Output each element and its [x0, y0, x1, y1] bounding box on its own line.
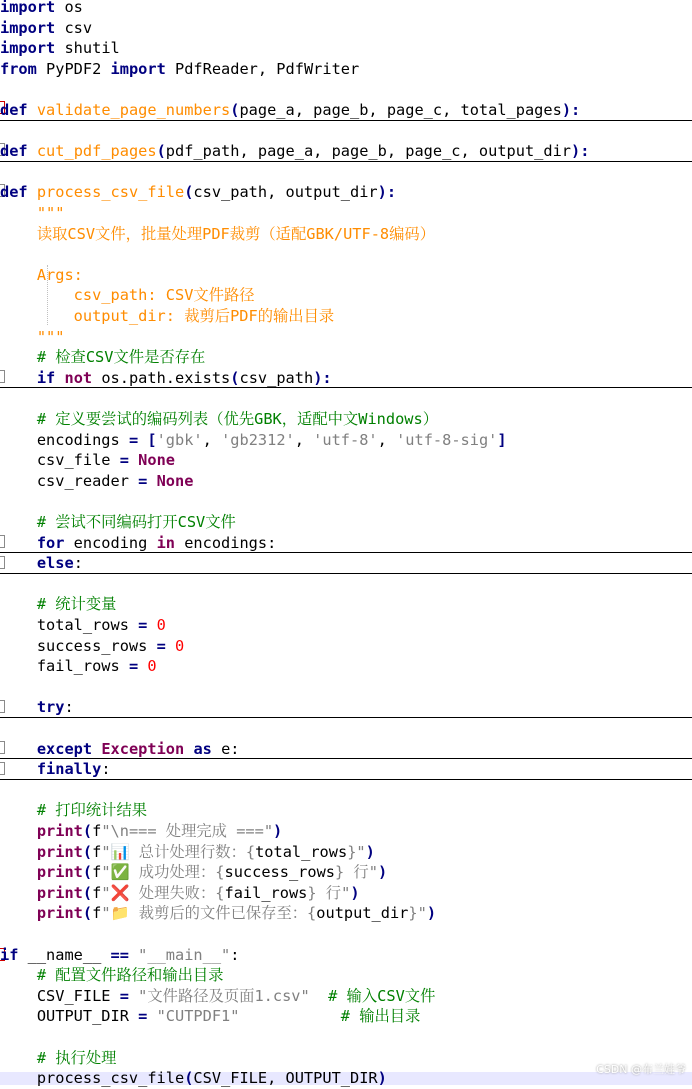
code-token: ): — [313, 368, 332, 387]
code-line[interactable] — [0, 759, 692, 780]
code-line[interactable] — [0, 327, 692, 348]
code-token: f — [92, 863, 102, 882]
code-token: page_a, page_b, page_c, total_pages — [239, 101, 562, 119]
code-token: ( — [82, 883, 93, 902]
code-token: os.path.exists — [92, 368, 231, 387]
code-line[interactable] — [0, 903, 692, 924]
code-token: # 输出目录 — [239, 1007, 421, 1026]
code-token: fail_rows — [0, 657, 129, 676]
code-token: ) — [377, 1069, 387, 1088]
code-line[interactable] — [0, 780, 692, 801]
code-token: csv_path: CSV文件路径 — [0, 286, 255, 305]
code-token — [147, 616, 156, 634]
code-token: : — [64, 698, 74, 717]
code-token: "__main__" — [138, 945, 231, 964]
code-token: 'gbk' — [156, 430, 203, 449]
code-token: def — [0, 142, 28, 161]
code-token: as — [193, 739, 212, 758]
code-token: = — [156, 636, 166, 655]
code-token: }" — [347, 842, 366, 861]
code-token — [129, 451, 138, 469]
code-token: "CUTPDF1" — [156, 1007, 240, 1026]
code-token: def — [0, 101, 28, 119]
code-token: ) — [365, 842, 375, 861]
code-line[interactable] — [0, 615, 692, 636]
code-token: , — [377, 430, 397, 449]
code-line[interactable] — [0, 924, 692, 945]
code-token: csv_file — [0, 451, 120, 470]
code-token: csv_path — [239, 368, 314, 387]
code-line[interactable] — [0, 471, 692, 492]
code-token: process_csv_file — [0, 1069, 185, 1088]
code-token: None — [138, 451, 176, 470]
code-token: """ — [0, 204, 65, 222]
code-token: 0 — [175, 636, 185, 655]
code-token: None — [156, 471, 194, 490]
code-line[interactable] — [0, 1006, 692, 1027]
code-token: # 打印统计结果 — [0, 801, 148, 820]
code-token: f — [92, 822, 102, 840]
code-token: 0 — [156, 616, 166, 634]
code-token: output_dir — [316, 904, 409, 923]
code-line[interactable] — [0, 18, 692, 39]
code-token — [166, 637, 175, 655]
code-token: PdfReader, PdfWriter — [165, 59, 360, 78]
code-line[interactable] — [0, 656, 692, 677]
code-token: from — [0, 59, 37, 78]
code-token: ( — [230, 101, 240, 119]
code-line[interactable] — [0, 512, 692, 533]
code-token: # 尝试不同编码打开CSV文件 — [0, 513, 236, 531]
code-token: import — [0, 0, 56, 16]
code-line[interactable] — [0, 800, 692, 821]
code-token: else — [0, 554, 74, 573]
code-token: CSV_FILE, OUTPUT_DIR — [193, 1069, 378, 1088]
code-line[interactable] — [0, 553, 692, 574]
code-line[interactable] — [0, 1027, 692, 1048]
code-token: total_rows — [0, 616, 139, 634]
code-token: fail_rows — [224, 883, 308, 902]
code-line[interactable] — [0, 450, 692, 471]
code-token: } 行" — [335, 863, 378, 882]
code-token: in — [156, 533, 175, 552]
code-token: if — [0, 945, 19, 964]
code-token: , — [202, 430, 222, 449]
code-token: # 统计变量 — [0, 595, 117, 614]
code-token: # 配置文件路径和输出目录 — [0, 966, 224, 985]
code-token: OUTPUT_DIR — [0, 1007, 139, 1026]
code-token — [138, 657, 147, 675]
code-token: : — [73, 554, 83, 573]
code-token: ( — [184, 1069, 194, 1088]
code-token: 读取CSV文件，批量处理PDF裁剪（适配GBK/UTF-8编码） — [0, 224, 436, 243]
code-line[interactable] — [0, 1048, 692, 1069]
code-token: 'utf-8' — [313, 430, 378, 449]
code-line[interactable] — [0, 574, 692, 595]
code-token: import — [110, 59, 166, 78]
code-line[interactable] — [0, 368, 692, 389]
code-line[interactable] — [0, 244, 692, 265]
code-token: e: — [211, 739, 240, 758]
code-token: csv_reader — [0, 471, 139, 490]
code-token: except — [0, 739, 93, 758]
code-token: import — [0, 39, 56, 58]
code-token: ) — [273, 822, 283, 840]
code-line[interactable] — [0, 388, 692, 409]
code-token: Args: — [0, 265, 83, 284]
code-token: ): — [571, 142, 590, 161]
code-line[interactable] — [0, 677, 692, 698]
code-token: try — [0, 698, 65, 717]
code-token: , — [294, 430, 314, 449]
code-token: process_csv_file — [27, 183, 185, 202]
code-token: """ — [0, 327, 65, 346]
code-token: def — [0, 183, 28, 202]
code-token: ( — [156, 142, 166, 161]
code-token: ( — [82, 863, 93, 882]
code-token: f — [92, 904, 102, 923]
code-line[interactable] — [0, 203, 692, 224]
code-token: == — [110, 945, 129, 964]
code-line[interactable] — [0, 965, 692, 986]
code-token: encoding — [64, 533, 157, 552]
code-token: encodings: — [175, 533, 277, 552]
code-token: = [ — [128, 430, 157, 449]
code-line[interactable] — [0, 182, 692, 203]
code-token: = — [138, 471, 148, 490]
code-token: ( — [82, 842, 93, 861]
code-token: 'gb2312' — [221, 430, 295, 449]
code-line[interactable] — [0, 945, 692, 966]
code-line[interactable] — [0, 141, 692, 162]
code-token: : — [230, 945, 240, 964]
code-line[interactable] — [0, 224, 692, 245]
code-line[interactable] — [0, 862, 692, 883]
code-token: = — [128, 657, 139, 676]
code-token: "❌ 处理失败：{ — [101, 883, 225, 902]
code-token: # 定义要尝试的编码列表（优先GBK，适配中文Windows） — [0, 410, 438, 428]
code-line[interactable] — [0, 79, 692, 100]
code-token: if — [0, 368, 56, 387]
code-token: cut_pdf_pages — [27, 142, 157, 161]
code-token: CSV_FILE — [0, 986, 120, 1005]
code-token: = — [119, 986, 129, 1005]
code-token: ) — [377, 863, 388, 882]
code-token: print — [0, 904, 83, 923]
code-token — [129, 946, 138, 964]
code-line[interactable] — [0, 986, 692, 1007]
code-token: csv_path, output_dir — [193, 183, 378, 202]
code-line[interactable] — [0, 38, 692, 59]
code-token: for — [0, 533, 65, 552]
code-token: ): — [561, 101, 581, 119]
code-token: "文件路径及页面1.csv" — [138, 986, 310, 1005]
code-line[interactable] — [0, 0, 692, 18]
code-line[interactable] — [0, 491, 692, 512]
code-line[interactable] — [0, 409, 692, 430]
code-token: ) — [350, 883, 360, 902]
code-line[interactable] — [0, 636, 692, 657]
code-line[interactable] — [0, 533, 692, 554]
code-line[interactable] — [0, 821, 692, 842]
code-token: encodings — [0, 430, 129, 449]
code-token: "📁 裁剪后的文件已保存至：{ — [101, 904, 317, 923]
code-line[interactable] — [0, 162, 692, 183]
code-token: ] — [497, 430, 507, 449]
code-token: "📊 总计处理行数：{ — [101, 842, 256, 861]
code-line[interactable] — [0, 718, 692, 739]
code-line[interactable] — [0, 285, 692, 306]
code-token: pdf_path, page_a, page_b, page_c, output_dir — [165, 142, 572, 161]
code-token: finally — [0, 760, 102, 779]
code-line[interactable] — [0, 594, 692, 615]
code-token: print — [0, 822, 83, 840]
code-token — [147, 472, 156, 490]
code-line[interactable] — [0, 59, 692, 80]
code-line[interactable] — [0, 842, 692, 863]
code-token: print — [0, 863, 83, 882]
code-token: 0 — [147, 657, 157, 676]
code-token — [92, 740, 101, 758]
code-token: ) — [426, 904, 437, 923]
code-line[interactable] — [0, 1068, 692, 1089]
code-token: output_dir: 裁剪后PDF的输出目录 — [0, 307, 335, 325]
code-token — [129, 987, 138, 1005]
code-token: # 检查CSV文件是否存在 — [0, 348, 206, 367]
code-token: print — [0, 842, 83, 861]
code-token: f — [92, 883, 102, 902]
code-token: ( — [184, 183, 194, 202]
code-line[interactable] — [0, 265, 692, 286]
code-token: }" — [408, 904, 427, 923]
code-token: = — [138, 616, 148, 634]
code-line[interactable] — [0, 100, 692, 121]
code-token: ( — [82, 904, 93, 923]
code-token: ( — [230, 368, 240, 387]
code-token: total_rows — [255, 842, 348, 861]
code-token: "\n=== 处理完成 ===" — [101, 822, 274, 840]
code-line[interactable] — [0, 347, 692, 368]
code-token: = — [119, 451, 129, 470]
code-line[interactable] — [0, 121, 692, 142]
code-token: 'utf-8-sig' — [396, 430, 498, 449]
code-token: Exception — [101, 739, 185, 758]
code-token: "✅ 成功处理：{ — [101, 863, 225, 882]
code-token: # 执行处理 — [0, 1048, 117, 1067]
code-line[interactable] — [0, 739, 692, 760]
code-line[interactable] — [0, 430, 692, 451]
code-token: import — [0, 18, 56, 37]
code-token: print — [0, 883, 83, 902]
watermark: CSDN @布兰娃爷 — [596, 1063, 686, 1076]
code-token: validate_page_numbers — [27, 101, 231, 119]
code-token: __name__ — [18, 945, 111, 964]
code-token: ( — [82, 822, 93, 840]
code-token: f — [92, 842, 102, 861]
code-token: PyPDF2 — [36, 59, 111, 78]
code-token: csv — [55, 18, 93, 37]
code-line[interactable] — [0, 306, 692, 327]
code-token: success_rows — [224, 863, 336, 882]
code-token: = — [138, 1007, 148, 1026]
code-token: not — [64, 368, 93, 387]
code-token: : — [101, 760, 111, 779]
code-token: } 行" — [307, 883, 351, 902]
code-token: # 输入CSV文件 — [309, 986, 436, 1005]
code-token: ): — [377, 183, 397, 202]
code-token: success_rows — [0, 636, 157, 655]
code-line[interactable] — [0, 697, 692, 718]
code-token: shutil — [55, 39, 120, 58]
code-line[interactable] — [0, 883, 692, 904]
code-token: os — [55, 0, 83, 16]
code-token — [147, 1007, 156, 1025]
